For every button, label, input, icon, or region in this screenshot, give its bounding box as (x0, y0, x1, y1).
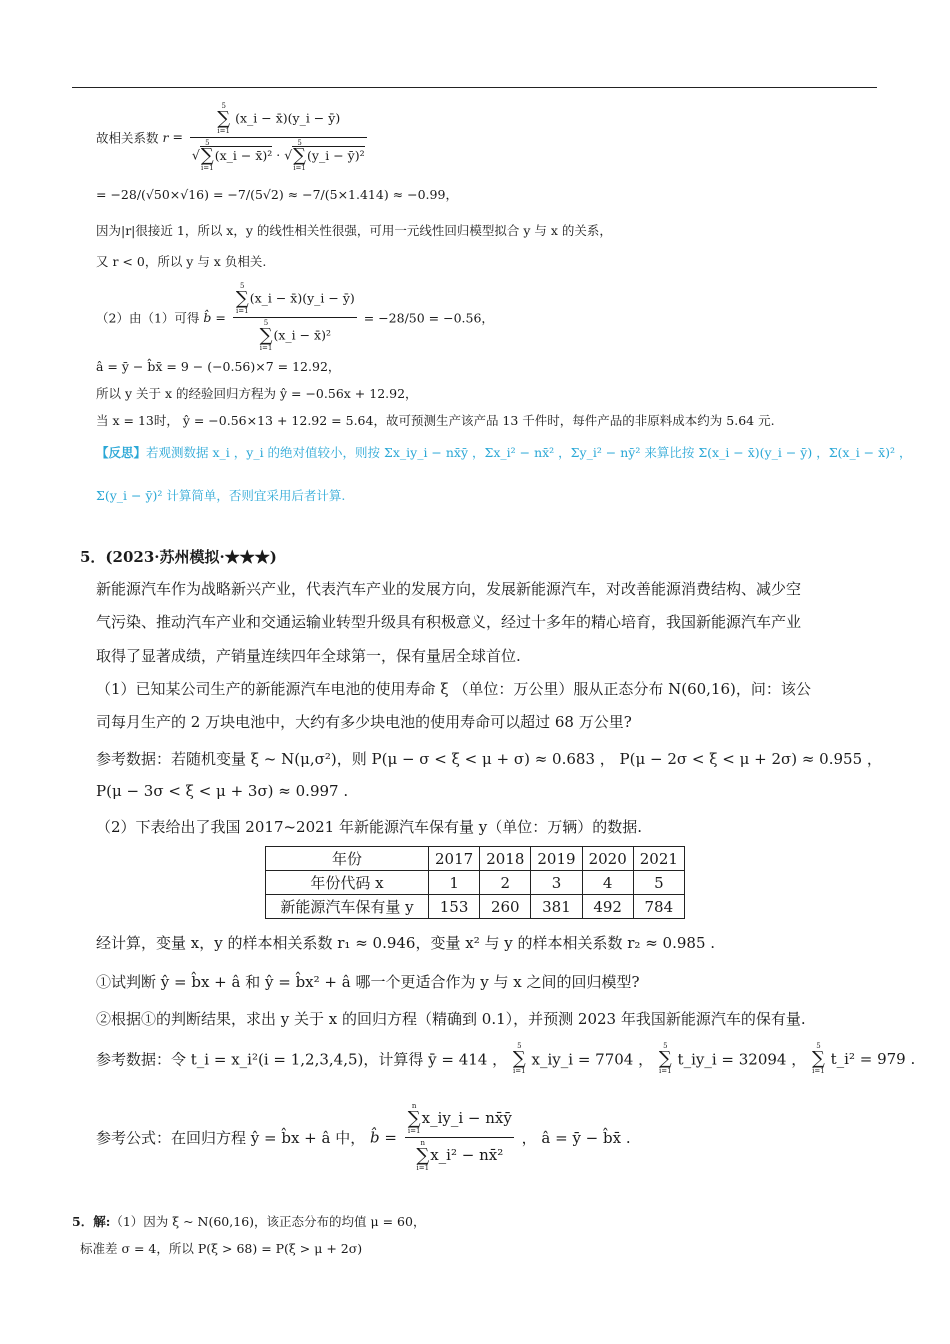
question-1-line-2: 司每月生产的 2 万块电池中，大约有多少块电池的使用寿命可以超过 68 万公里? (96, 713, 632, 731)
correlation-numerator: (x_i − x̄)(y_i − ȳ) (235, 110, 341, 126)
table-cell: 2020 (582, 847, 633, 871)
intro-line-1: 新能源汽车作为战略新兴产业，代表汽车产业的发展方向，发展新能源汽车，对改善能源消费结构、减少空 (96, 580, 802, 598)
table-cell: 3 (531, 871, 582, 895)
table-cell: 1 (429, 871, 480, 895)
table-cell: 260 (480, 895, 531, 919)
r-calculation: = −28/(√50×√16) = −7/(5√2) ≈ −7/(5×1.414) ≈ −0.99， (96, 187, 458, 202)
reference-formula: 参考公式：在回归方程 ŷ = b̂x + â 中， b̂ = n ∑ i=1 x_iy_i − nx̄ȳ n ∑ i=1 x_i² − nx̄² ， â = ȳ − b̂x̄ . (96, 1102, 631, 1172)
reference-data-1: 参考数据：若随机变量 ξ ~ N(μ,σ²)，则 P(μ − σ < ξ < μ + σ) ≈ 0.683 ， P(μ − 2σ < ξ < μ + 2σ) ≈ 0.955 ， (96, 750, 882, 768)
prediction-line: 当 x = 13时， ŷ = −0.56×13 + 12.92 = 5.64，故可预测生产该产品 13 千件时，每件产品的非原料成本约为 5.64 元. (96, 413, 775, 428)
table-cell: 2 (480, 871, 531, 895)
reflection-tag: 【反思】 (96, 445, 147, 460)
formula-label: 故相关系数 (96, 130, 159, 146)
table-cell: 2017 (429, 847, 480, 871)
intro-line-3: 取得了显著成绩，产销量连续四年全球第一，保有量居全球首位. (96, 647, 521, 665)
solution-line-2: 标准差 σ = 4，所以 P(ξ > 68) = P(ξ > μ + 2σ) (80, 1241, 363, 1256)
table-cell: 5 (633, 871, 684, 895)
correlation-fraction: 5 ∑ i=1 (x_i − x̄)(y_i − ȳ) √ 5 ∑ i=1 (x_i − x̄)² · √ 5 ∑ i=1 (y_i − ȳ)² (191, 102, 365, 172)
sub-question-2: ②根据①的判断结果，求出 y 关于 x 的回归方程（精确到 0.1），并预测 2023 年我国新能源汽车的保有量. (96, 1010, 806, 1028)
question-2-intro: （2）下表给出了我国 2017~2021 年新能源汽车保有量 y（单位：万辆）的数据. (96, 818, 643, 836)
data-table (265, 846, 685, 919)
table-header-cell: 年份 (266, 847, 429, 871)
table-cell: 2019 (531, 847, 582, 871)
table-row (266, 895, 685, 919)
problem-header: 5．(2023·苏州模拟·★★★) (80, 548, 277, 566)
table-cell: 2018 (480, 847, 531, 871)
correlation-denominator-b: (y_i − ȳ)² (307, 147, 365, 163)
table-header-cell: 年份代码 x (266, 871, 429, 895)
slope-formula: （2）由（1）可得 b̂ = 5 ∑ i=1 (x_i − x̄)(y_i − ȳ) 5 ∑ i=1 (x_i − x̄)² = −28/50 = −0.56， (96, 282, 494, 352)
negative-correlation: 又 r < 0，所以 y 与 x 负相关. (96, 254, 267, 269)
regression-equation: 所以 y 关于 x 的经验回归方程为 ŷ = −0.56x + 12.92， (96, 386, 418, 401)
intercept-calc: â = ȳ − b̂x̄ = 9 − (−0.56)×7 = 12.92， (96, 359, 341, 374)
table-cell: 4 (582, 871, 633, 895)
formula-fraction: n ∑ i=1 x_iy_i − nx̄ȳ n ∑ i=1 x_i² − nx̄² (405, 1103, 514, 1172)
table-header-cell: 新能源汽车保有量 y (266, 895, 429, 919)
solution-line-1: 5．解:（1）因为 ξ ~ N(60,16)，该正态分布的均值 μ = 60， (72, 1214, 426, 1229)
reflection-line-2: Σ(y_i − ȳ)² 计算简单，否则宜采用后者计算. (96, 488, 346, 503)
correlation-formula: 故相关系数 r = 5 ∑ i=1 (x_i − x̄)(y_i − ȳ) √ 5 ∑ i=1 (x_i − x̄)² · √ 5 ∑ i=1 (y_i − ȳ)² (96, 102, 365, 172)
intro-line-2: 气污染、推动汽车产业和交通运输业转型升级具有积极意义，经过十多年的精心培育，我国新能源汽车产业 (96, 613, 802, 631)
table-cell: 2021 (633, 847, 684, 871)
table-row (266, 871, 685, 895)
solution-label: 5．解: (72, 1214, 111, 1229)
reference-data-3: 参考数据：令 t_i = x_i²(i = 1,2,3,4,5)，计算得 ȳ = 414 ， 5 ∑ i=1 x_iy_i = 7704 ， 5 ∑ i=1 t_iy_i = 32094 ， 5 ∑ i=1 t_i² = 979 . (96, 1042, 916, 1075)
question-1-line-1: （1）已知某公司生产的新能源汽车电池的使用寿命 ξ （单位：万公里）服从正态分布 N(60,16)，问：该公 (96, 680, 811, 698)
table-cell: 381 (531, 895, 582, 919)
header-rule (72, 87, 877, 88)
reference-data-2: P(μ − 3σ < ξ < μ + 3σ) ≈ 0.997 . (96, 782, 349, 800)
sub-question-1: ①试判断 ŷ = b̂x + â 和 ŷ = b̂x² + â 哪一个更适合作为 y 与 x 之间的回归模型? (96, 973, 640, 991)
correlation-denominator-a: (x_i − x̄)² (214, 147, 273, 163)
table-row (266, 847, 685, 871)
table-cell: 784 (633, 895, 684, 919)
calculation-line: 经计算，变量 x，y 的样本相关系数 r₁ ≈ 0.946，变量 x² 与 y 的样本相关系数 r₂ ≈ 0.985 . (96, 934, 716, 952)
r-interpretation: 因为|r|很接近 1，所以 x，y 的线性相关性很强，可用一元线性回归模型拟合 y 与 x 的关系， (96, 223, 612, 238)
table-cell: 492 (582, 895, 633, 919)
table-cell: 153 (429, 895, 480, 919)
reflection-line-1: 【反思】若观测数据 x_i ，y_i 的绝对值较小，则按 Σx_iy_i − nx̄ȳ ，Σx_i² − nx̄² ，Σy_i² − nȳ² 来算比按 Σ(x_i − x̄)(y_i − ȳ) ，Σ(x_i − x̄)² ， (96, 445, 912, 460)
slope-fraction: 5 ∑ i=1 (x_i − x̄)(y_i − ȳ) 5 ∑ i=1 (x_i − x̄)² (233, 283, 357, 352)
r-symbol: r (162, 130, 169, 145)
